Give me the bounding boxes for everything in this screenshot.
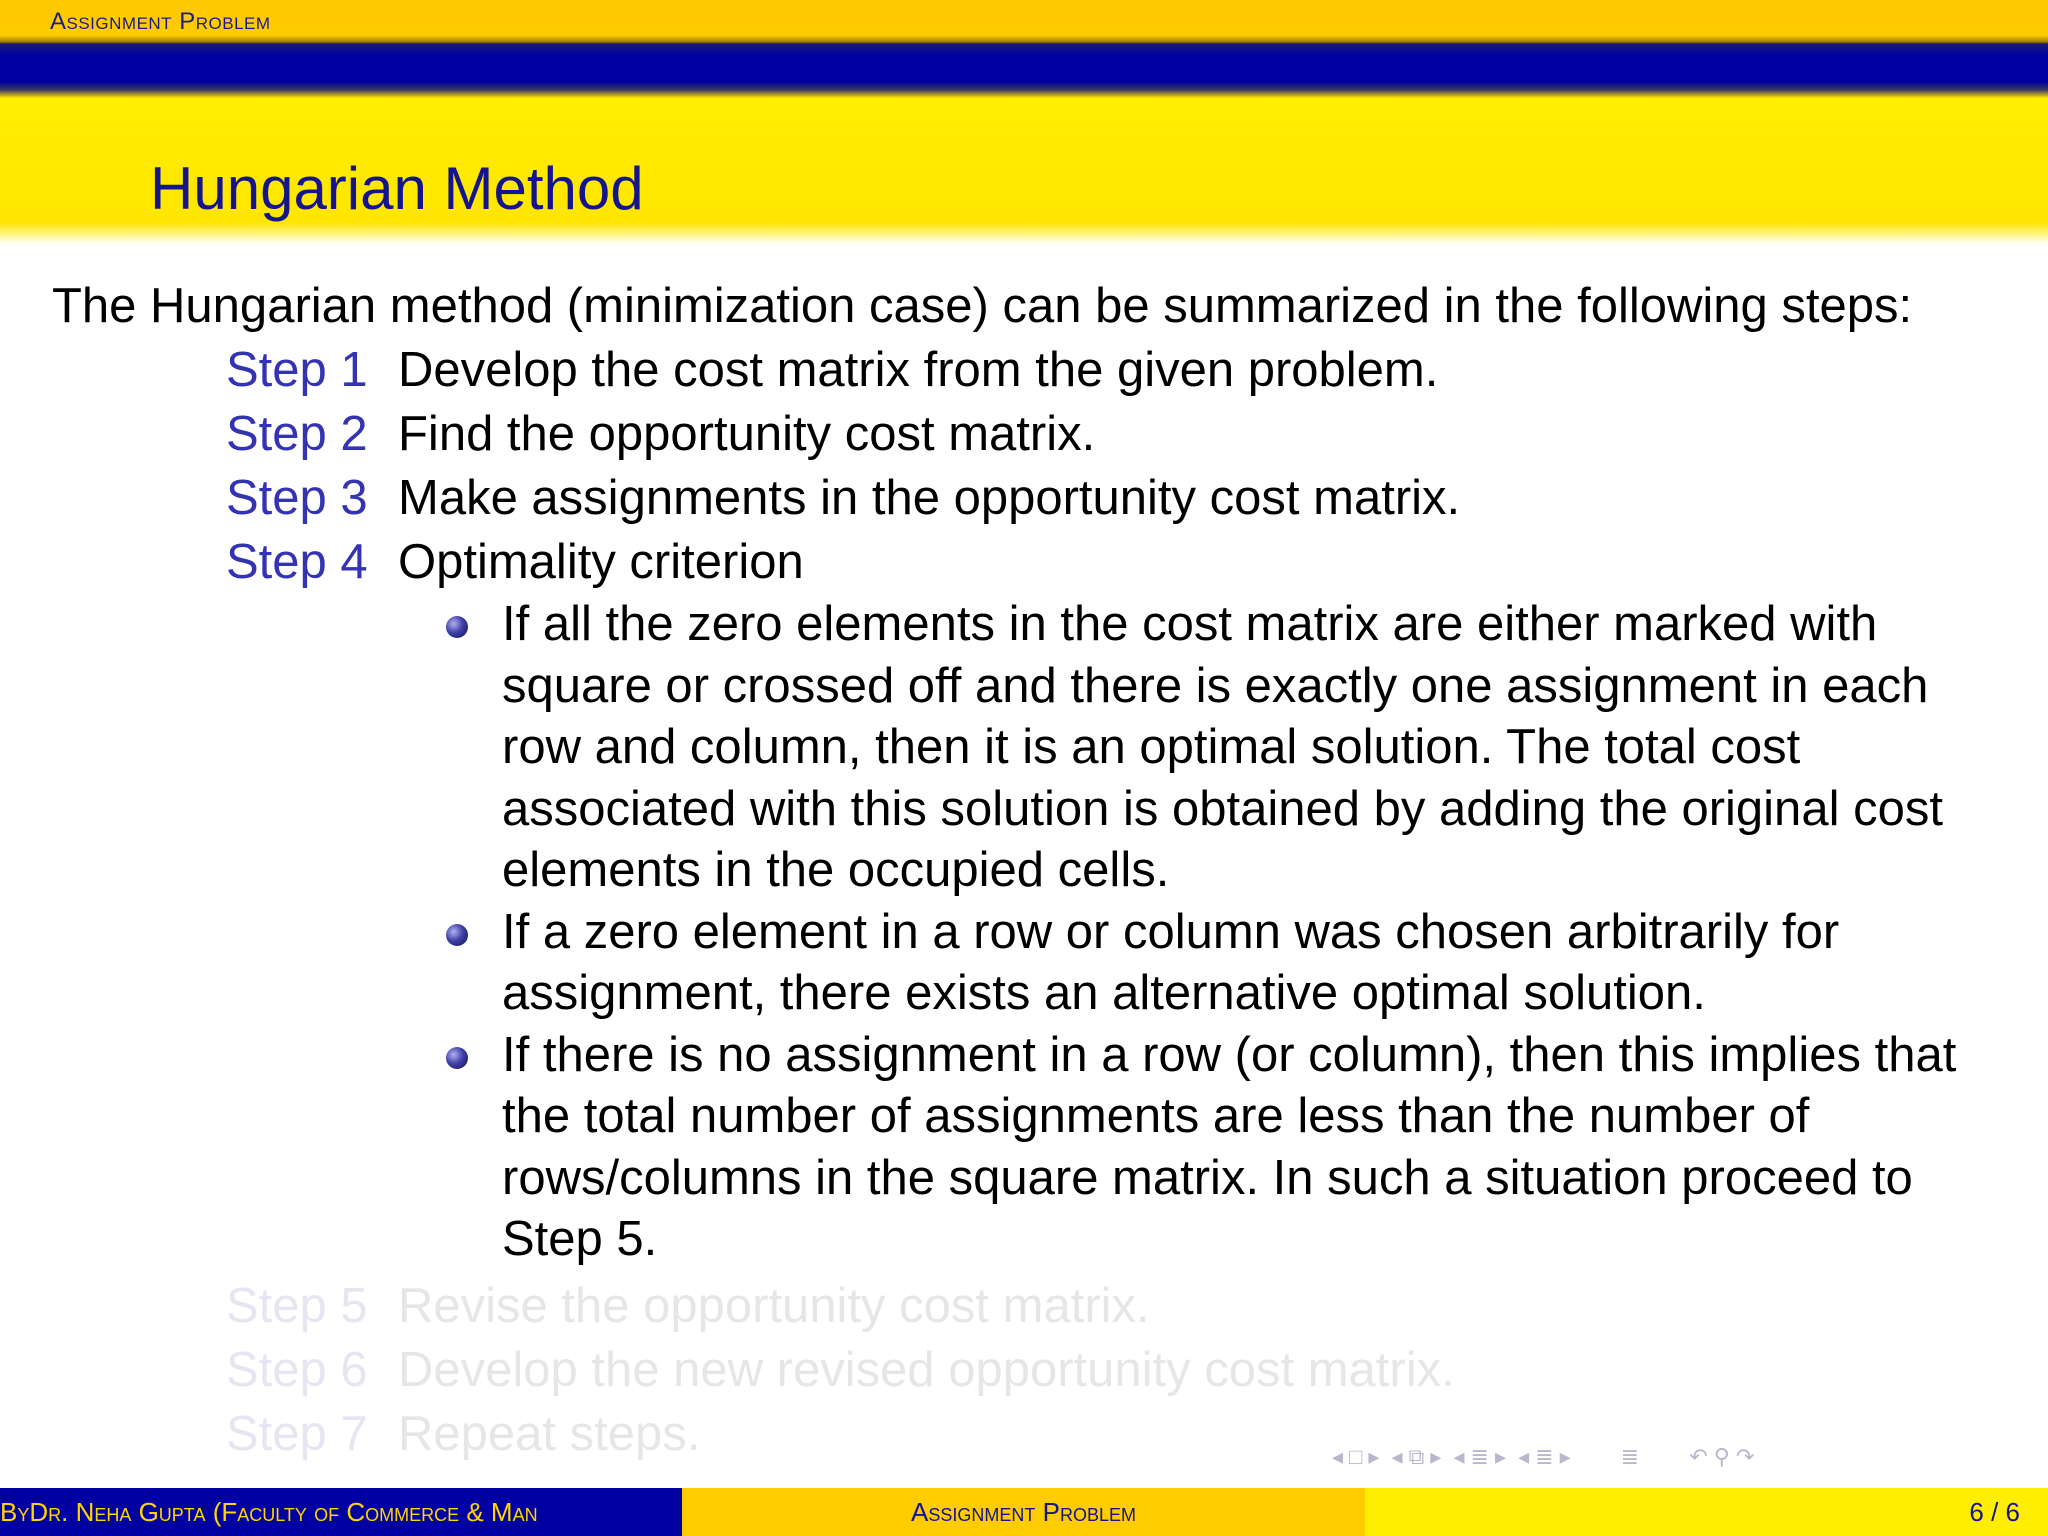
redo-icon[interactable]: ↷ — [1735, 1444, 1755, 1469]
step-7 — [226, 1402, 700, 1466]
step-3 — [226, 466, 1460, 530]
bullet-text: If all the zero elements in the cost matrix are either marked with square or crossed off and there is exactly one assignment in each row and column, then it is an optimal solution. The total cost associated with this solution is obtained by adding the original cost elements in the occupied cells. — [502, 597, 1943, 897]
criterion-bullet-list — [446, 594, 2006, 1271]
toc-icon[interactable]: ≣ — [1620, 1444, 1640, 1469]
doc-icon[interactable]: ≣ — [1535, 1444, 1554, 1469]
list-item — [446, 902, 2006, 1025]
step-text: Optimality criterion — [398, 535, 804, 589]
list-item — [446, 594, 2006, 902]
nav-prev-frame-icon[interactable]: ◂ — [1332, 1444, 1344, 1469]
step-text: Revise the opportunity cost matrix. — [398, 1279, 1150, 1333]
step-4 — [226, 530, 804, 594]
nav-next-section-icon[interactable]: ▸ — [1494, 1444, 1506, 1469]
step-label: Step 6 — [226, 1343, 368, 1397]
frame-icon[interactable]: □ — [1349, 1444, 1363, 1469]
step-2 — [226, 402, 1095, 466]
navigation-bar — [1332, 1444, 1760, 1472]
frame-title: Hungarian Method — [150, 155, 644, 222]
page-number: 6 / 6 — [1969, 1497, 2020, 1527]
step-label: Step 1 — [226, 343, 368, 397]
nav-prev-section-icon[interactable]: ◂ — [1453, 1444, 1465, 1469]
intro-text: The Hungarian method (minimization case) can be summarized in the following steps: — [52, 279, 1913, 333]
header-band — [0, 44, 2048, 98]
bullet-text: If there is no assignment in a row (or column), then this implies that the total number of assignments are less than the number of rows/columns in the square matrix. In such a situation proceed to Step 5. — [502, 1027, 1957, 1266]
step-text: Develop the new revised opportunity cost matrix. — [398, 1343, 1455, 1397]
step-text: Repeat steps. — [398, 1407, 701, 1461]
step-label: Step 7 — [226, 1407, 368, 1461]
nav-next-frame-icon[interactable]: ▸ — [1368, 1444, 1380, 1469]
nav-prev-subsection-icon[interactable]: ◂ — [1391, 1444, 1403, 1469]
step-1 — [226, 338, 1438, 402]
search-icon[interactable]: ⚲ — [1713, 1444, 1730, 1469]
step-5 — [226, 1274, 1150, 1338]
step-label: Step 3 — [226, 471, 368, 525]
nav-prev-doc-icon[interactable]: ◂ — [1518, 1444, 1530, 1469]
step-label: Step 2 — [226, 407, 368, 461]
step-label: Step 4 — [226, 535, 368, 589]
section-title: Assignment Problem — [50, 8, 271, 35]
bullet-icon — [446, 924, 468, 946]
step-text: Make assignments in the opportunity cost matrix. — [398, 471, 1461, 525]
subsection-icon[interactable]: ⧉ — [1408, 1444, 1425, 1469]
footer-page-box — [1365, 1488, 2048, 1536]
nav-next-subsection-icon[interactable]: ▸ — [1430, 1444, 1442, 1469]
title-band — [0, 98, 2048, 244]
step-label: Step 5 — [226, 1279, 368, 1333]
footer — [0, 1488, 2048, 1536]
bullet-icon — [446, 616, 468, 638]
footer-title: Assignment Problem — [682, 1488, 1365, 1536]
list-item — [446, 1025, 2006, 1271]
nav-next-doc-icon[interactable]: ▸ — [1559, 1444, 1571, 1469]
footer-author: ByDr. Neha Gupta (Faculty of Commerce & Man — [0, 1488, 682, 1536]
bullet-icon — [446, 1047, 468, 1069]
header-strip — [0, 0, 2048, 44]
step-text: Develop the cost matrix from the given problem. — [398, 343, 1439, 397]
step-6 — [226, 1338, 1455, 1402]
section-icon[interactable]: ≣ — [1470, 1444, 1489, 1469]
step-text: Find the opportunity cost matrix. — [398, 407, 1096, 461]
bullet-text: If a zero element in a row or column was chosen arbitrarily for assignment, there exists an alternative optimal solution. — [502, 904, 1840, 1020]
undo-icon[interactable]: ↶ — [1689, 1444, 1708, 1469]
